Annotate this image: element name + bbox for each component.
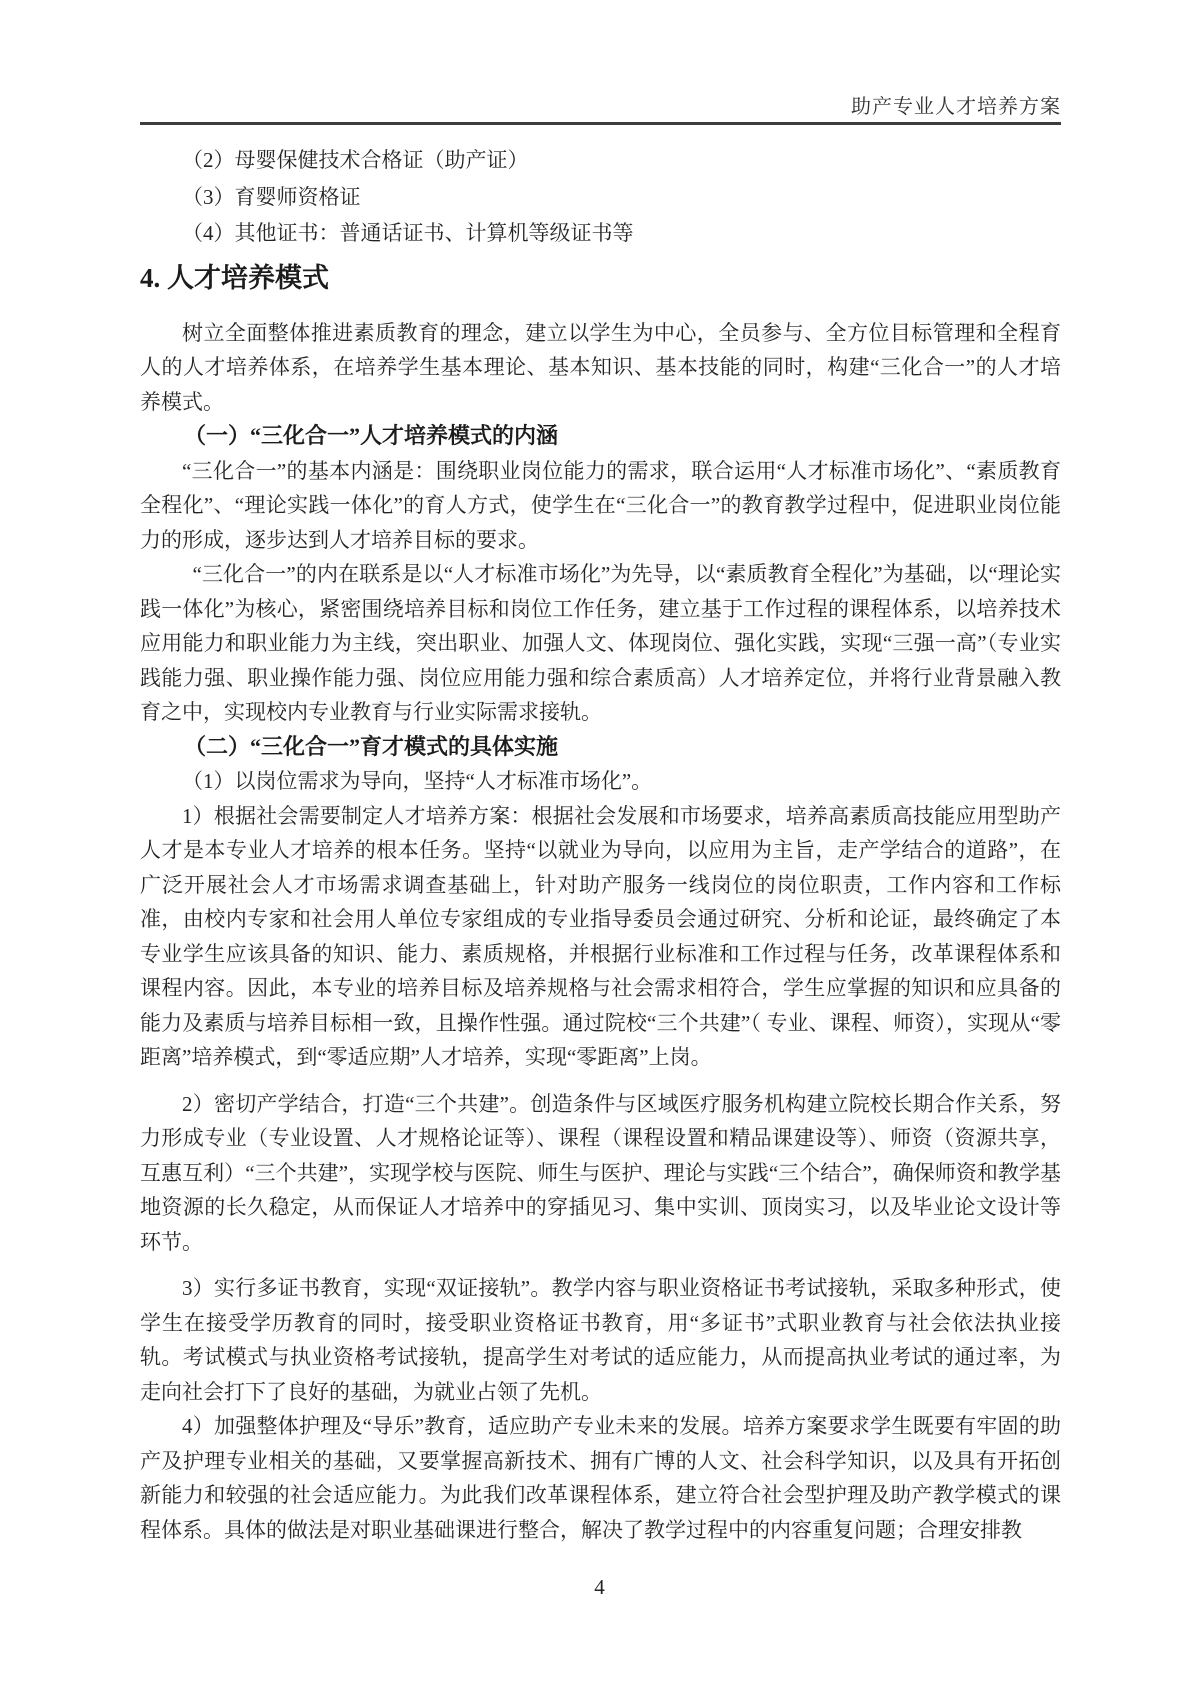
subsection-1-paragraph-1: “三化合一”的基本内涵是：围绕职业岗位能力的需求，联合运用“人才标准市场化”、“素质教育全程化”、“理论实践一体化”的育人方式，使学生在“三化合一”的教育教学过程中，促进职业岗位能力的形成，逐步达到人才培养目标的要求。 xyxy=(140,458,1061,552)
section-title: 4. 人才培养模式 xyxy=(140,262,329,293)
running-head: 助产专业人才培养方案 xyxy=(851,96,1061,118)
subsection-1-heading: （一）“三化合一”人才培养模式的内涵 xyxy=(184,423,559,448)
subsection-2-paragraph-3: 3）实行多证书教育，实现“双证接轨”。教学内容与职业资格证书考试接轨，采取多种形式，使学生在接受学历教育的同时，接受职业资格证书教育，用“多证书”式职业教育与社会依法执业接轨。考试模式与执业资格考试接轨，提高学生对考试的适应能力，从而提高执业考试的通过率，为走向社会打下了良好的基础，为就业占领了先机。 xyxy=(140,1276,1061,1404)
certificate-list xyxy=(140,142,1061,252)
subsection-2-item-1: （1）以岗位需求为导向，坚持“人才标准市场化”。 xyxy=(182,769,653,793)
subsection-2-heading: （二）“三化合一”育才模式的具体实施 xyxy=(184,733,559,759)
subsection-2-paragraph-4: 4）加强整体护理及“导乐”教育，适应助产专业未来的发展。培养方案要求学生既要有牢固的助产及护理专业相关的基础，又要掌握高新技术、拥有广博的人文、社会科学知识，以及具有开拓创新能力和较强的社会适应能力。为此我们改革课程体系，建立符合社会型护理及助产教学模式的课程体系。具体的做法是对职业基础课进行整合，解决了教学过程中的内容重复问题；合理安排教 xyxy=(140,1414,1061,1542)
section-intro-paragraph: 树立全面整体推进素质教育的理念，建立以学生为中心，全员参与、全方位目标管理和全程育人的人才培养体系，在培养学生基本理论、基本知识、基本技能的同时，构建“三化合一”的人才培养模式。 xyxy=(140,320,1061,414)
header-rule xyxy=(140,122,1061,125)
certificate-item-2: （2）母婴保健技术合格证（助产证） xyxy=(182,148,529,172)
document-body xyxy=(140,142,1061,1547)
page-number: 4 xyxy=(594,1575,605,1599)
certificate-item-4: （4）其他证书：普通话证书、计算机等级证书等 xyxy=(182,221,634,245)
subsection-1-paragraph-2: “三化合一”的内在联系是以“人才标准市场化”为先导，以“素质教育全程化”为基础，以“理论实践一体化”为核心，紧密围绕培养目标和岗位工作任务，建立基于工作过程的课程体系，以培养技术应用能力和职业能力为主线，突出职业、加强人文、体现岗位、强化实践，实现“三强一高”（专业实践能力强、职业操作能力强、岗位应用能力强和综合素质高）人才培养定位，并将行业背景融入教育之中，实现校内专业教育与行业实际需求接轨。 xyxy=(140,562,1061,724)
subsection-2-paragraph-2: 2）密切产学结合，打造“三个共建”。创造条件与区域医疗服务机构建立院校长期合作关系，努力形成专业（专业设置、人才规格论证等）、课程（课程设置和精品课建设等）、师资（资源共享，互惠互利）“三个共建”，实现学校与医院、师生与医护、理论与实践“三个结合”，确保师资和教学基地资源的长久稳定，从而保证人才培养中的穿插见习、集中实训、顶岗实习，以及毕业论文设计等环节。 xyxy=(140,1091,1061,1254)
certificate-item-3: （3）育婴师资格证 xyxy=(182,184,361,209)
subsection-2-paragraph-1: 1）根据社会需要制定人才培养方案：根据社会发展和市场要求，培养高素质高技能应用型助产人才是本专业人才培养的根本任务。坚持“以就业为导向，以应用为主旨，走产学结合的道路”，在广泛开展社会人才市场需求调查基础上，针对助产服务一线岗位的岗位职责，工作内容和工作标准，由校内专家和社会用人单位专家组成的专业指导委员会通过研究、分析和论证，最终确定了本专业学生应该具备的知识、能力、素质规格，并根据行业标准和工作过程与任务，改革课程体系和课程内容。因此，本专业的培养目标及培养规格与社会需求相符合，学生应掌握的知识和应具备的能力及素质与培养目标相一致，且操作性强。通过院校“三个共建”（ 专业、课程、师资），实现从“零距离”培养模式，到“零适应期”人才培养，实现“零距离”上岗。 xyxy=(140,803,1061,1069)
